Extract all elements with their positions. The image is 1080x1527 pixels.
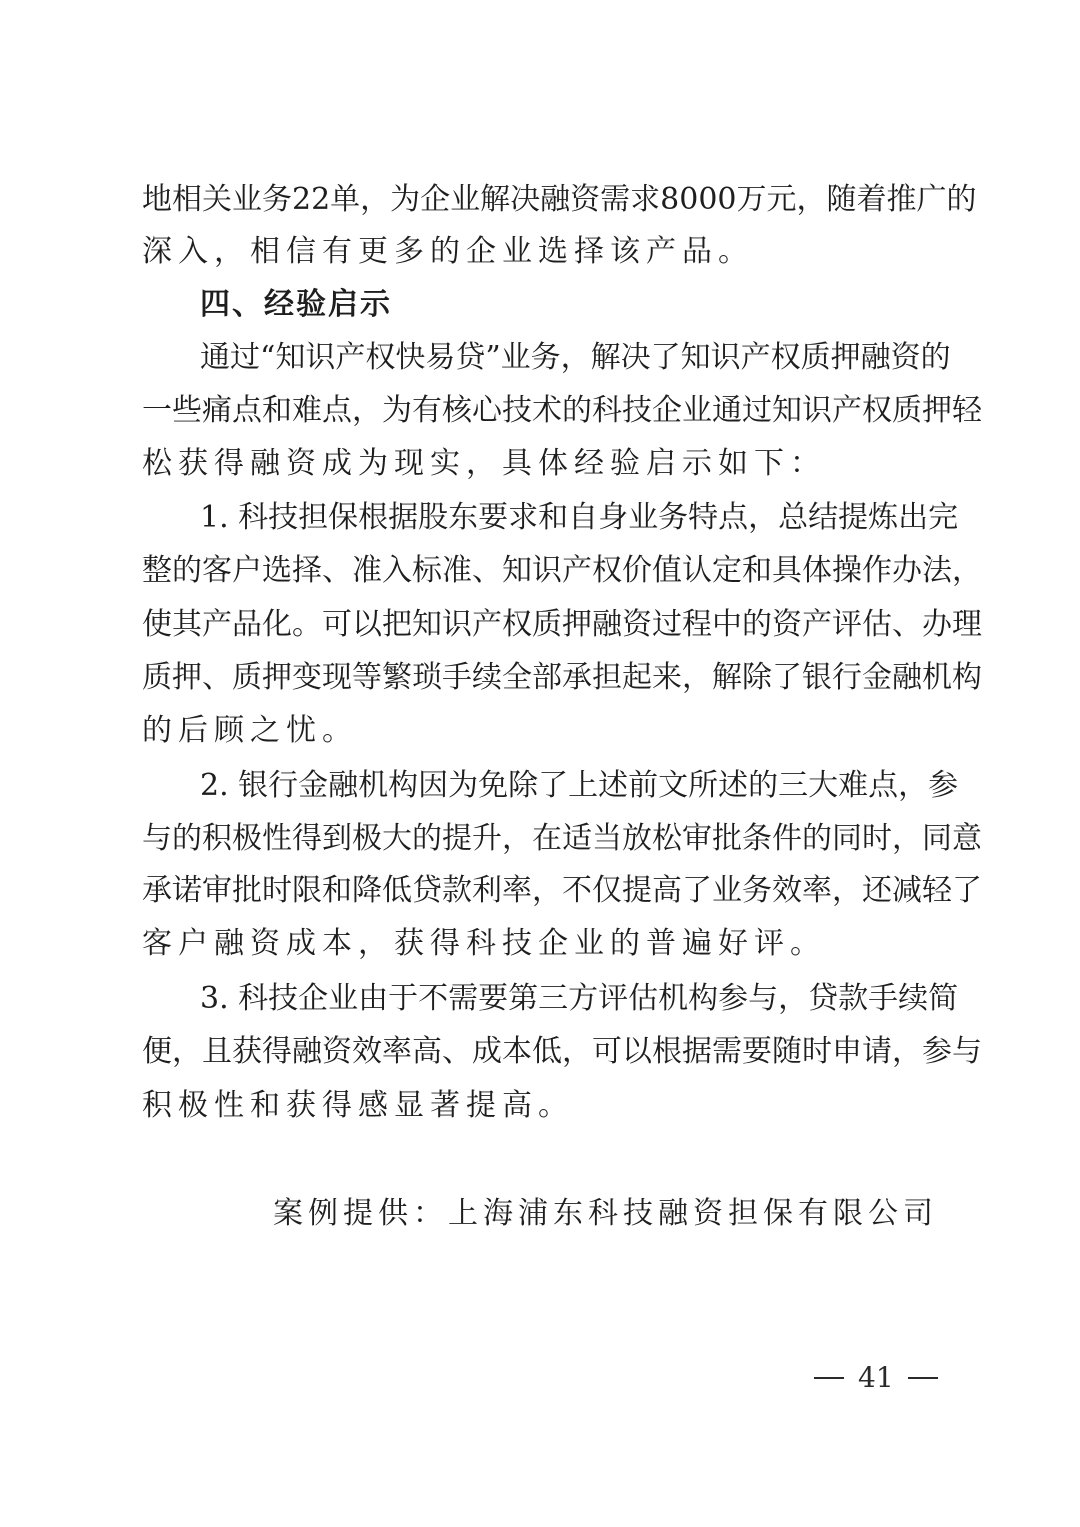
point-1-line: 的后顾之忧。	[142, 713, 358, 748]
point-1-line: 使其产品化。可以把知识产权质押融资过程中的资产评估、办理	[142, 607, 982, 642]
case-provider-signature: 案例提供：上海浦东科技融资担保有限公司	[273, 1196, 938, 1231]
dash-left-icon	[814, 1377, 844, 1379]
point-1-line: 1. 科技担保根据股东要求和自身业务特点，总结提炼出完	[200, 500, 959, 535]
point-2-line: 2. 银行金融机构因为免除了上述前文所述的三大难点，参	[200, 768, 959, 803]
paragraph-line: 地相关业务22单，为企业解决融资需求8000万元，随着推广的	[142, 182, 977, 217]
point-3-line: 积极性和获得感显著提高。	[142, 1088, 574, 1123]
point-3-line: 便，且获得融资效率高、成本低，可以根据需要随时申请，参与	[142, 1034, 982, 1069]
point-1-line: 整的客户选择、准入标准、知识产权价值认定和具体操作办法，	[142, 553, 982, 588]
point-2-line: 与的积极性得到极大的提升，在适当放松审批条件的同时，同意	[142, 821, 982, 856]
point-1-line: 质押、质押变现等繁琐手续全部承担起来，解除了银行金融机构	[142, 660, 982, 695]
dash-right-icon	[908, 1377, 938, 1379]
page-number-value: 41	[858, 1361, 894, 1394]
paragraph-line: 通过“知识产权快易贷”业务，解决了知识产权质押融资的	[200, 340, 951, 375]
point-2-line: 承诺审批时限和降低贷款利率，不仅提高了业务效率，还减轻了	[142, 873, 982, 908]
section-heading: 四、经验启示	[200, 287, 392, 322]
page-number	[800, 1360, 952, 1396]
paragraph-line: 深入，相信有更多的企业选择该产品。	[142, 234, 754, 269]
paragraph-line: 松获得融资成为现实，具体经验启示如下：	[142, 446, 826, 481]
point-2-line: 客户融资成本，获得科技企业的普遍好评。	[142, 926, 826, 961]
point-3-line: 3. 科技企业由于不需要第三方评估机构参与，贷款手续简	[200, 981, 959, 1016]
paragraph-line: 一些痛点和难点，为有核心技术的科技企业通过知识产权质押轻	[142, 393, 982, 428]
